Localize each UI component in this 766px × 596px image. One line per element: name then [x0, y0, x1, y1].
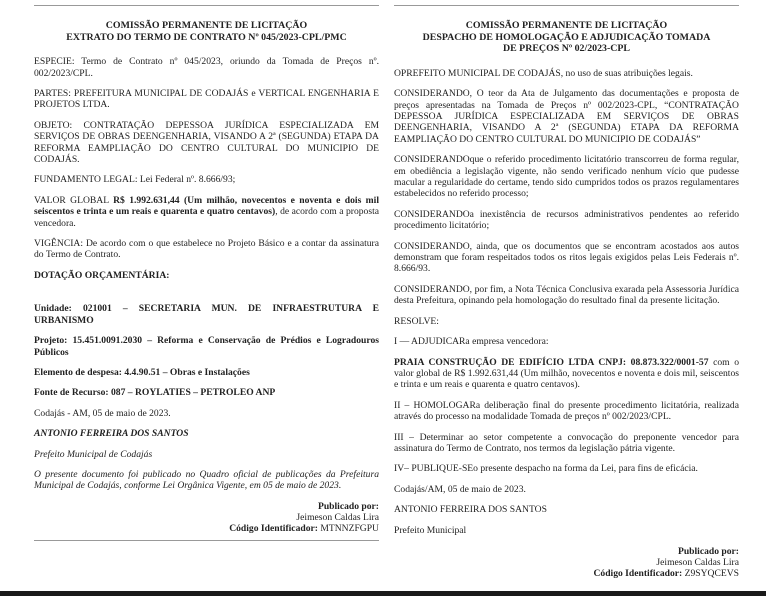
valor-suffix: , de acordo com a proposta vencedora. [34, 206, 379, 229]
top-divider [394, 5, 739, 6]
bottom-divider [34, 540, 379, 541]
considerando-1: CONSIDERANDO, O teor da Ata de Julgamento das documentações e proposta de preços apresentadas na Tomada de Preços nº 002/2023-CPL, “CONTRATAÇÃO DEPESSOA JURÍDICA ESPECIALIZADA EM SERVIÇOS DE OBRAS DEENGENHARIA, VISANDO A 2ª (SEGUNDA) ETAPA DA REFORMA EAMPLIAÇÃO DO CENTRO CULTURAL DO MUNICIPIO DE CODAJÁS” [394, 88, 739, 145]
partes: PARTES: PREFEITURA MUNICIPAL DE CODAJÁS e VERTICAL ENGENHARIA E PROJETOS LTDA. [34, 88, 379, 111]
left-article [34, 0, 379, 541]
codigo-valor: Z9SYQCEVS [682, 567, 739, 579]
title-line-2: DESPACHO DE HOMOLOGAÇÃO E ADJUDICAÇÃO TOMADA [422, 31, 711, 43]
codigo-identificador [394, 568, 739, 579]
publication-info [394, 546, 739, 579]
cargo: Prefeito Municipal de Codajás [34, 448, 153, 460]
publicado-label: Publicado por: [677, 545, 739, 557]
title-line-1: COMISSÃO PERMANENTE DE LICITAÇÃO [105, 20, 308, 31]
considerando-4: CONSIDERANDO, ainda, que os documentos que se encontram acostados aos autos demonstram que foram respeitados todos os ritos legais exigidos pelas Leis Federais nº. 8.666/93. [394, 240, 739, 275]
codigo-label: Código Identificador: [229, 522, 318, 534]
codigo-valor: MTNNZFGPU [317, 522, 379, 534]
publicado-nome: Jeimeson Caldas Lira [656, 556, 739, 568]
title-line-3: DE PREÇOS Nº 02/2023-CPL [503, 43, 630, 55]
resolve: RESOLVE: [394, 315, 439, 327]
cargo: Prefeito Municipal [394, 524, 467, 536]
empresa-vencedora [394, 357, 739, 391]
top-divider [34, 5, 379, 6]
local-data: Codajás - AM, 05 de maio de 2023. [34, 407, 171, 419]
elemento-despesa: Elemento de despesa: 4.4.90.51 – Obras e Instalações [34, 366, 250, 378]
item-publique: IV– PUBLIQUE-SEo presente despacho na forma da Lei, para fins de eficácia. [394, 463, 698, 475]
publicado-nome: Jeimeson Caldas Lira [296, 511, 379, 523]
publicado-label: Publicado por: [317, 500, 379, 512]
codigo-label: Código Identificador: [593, 567, 683, 579]
nota-publicacao: O presente documento foi publicado no Quadro oficial de publicações da Prefeitura Municipal de Codajás, conforme Lei Orgânica Vigente, em 05 de maio de 2023. [34, 468, 379, 492]
intro: OPREFEITO MUNICIPAL DE CODAJÁS, no uso de suas atribuições legais. [394, 67, 693, 79]
unidade: Unidade: 021001 – SECRETARIA MUN. DE INFRAESTRUTURA E URBANISMO [34, 303, 379, 326]
valor-global [34, 195, 379, 229]
article-title [34, 20, 379, 43]
publication-info [34, 501, 379, 534]
item-determinar: III – Determinar ao setor competente a convocação do preponente vencedor para assinatura do Termo de Contrato, nos termos da legislação pátria vigente. [394, 431, 739, 454]
codigo-identificador [34, 523, 379, 534]
fonte-recurso: Fonte de Recurso: 087 – ROYLATIES – PETROLEO ANP [34, 387, 276, 399]
local-data: Codajás/AM, 05 de maio de 2023. [394, 483, 526, 495]
dotacao-heading: DOTAÇÃO ORÇAMENTÁRIA: [34, 269, 170, 281]
considerando-5: CONSIDERANDO, por fim, a Nota Técnica Conclusiva exarada pela Assessoria Jurídica desta Prefeitura, opinando pela homologação do resultado final da presente licitação. [394, 283, 739, 307]
objeto: OBJETO: CONTRATAÇÃO DEPESSOA JURÍDICA ESPECIALIZADA EM SERVIÇOS DE OBRAS DEENGENHARIA, VISANDO A 2ª (SEGUNDA) ETAPA DA REFORMA EAMPLIAÇÃO DO CENTRO CULTURAL DO MUNICIPIO DE CODAJÁS. [34, 119, 379, 166]
item-adjudicar: I — ADJUDICARa empresa vencedora: [394, 336, 549, 348]
valor-prefix: VALOR GLOBAL [34, 194, 114, 206]
empresa-nome: PRAIA CONSTRUÇÃO DE EDIFÍCIO LTDA CNPJ: 08.873.322/0001-57 [394, 356, 709, 368]
title-line-1: COMISSÃO PERMANENTE DE LICITAÇÃO [465, 20, 668, 31]
right-article [394, 0, 739, 579]
vigencia: VIGÊNCIA: De acordo com o que estabelece no Projeto Básico e a contar da assinatura do Termo de Contrato. [34, 238, 379, 261]
fundamento-legal: FUNDAMENTO LEGAL: Lei Federal nº. 8.666/93; [34, 174, 236, 186]
signatario: ANTONIO FERREIRA DOS SANTOS [394, 504, 547, 516]
valor-amount: R$ 1.992.631,44 (Um milhão, novecentos e noventa e dois mil seiscentos e trinta e um reais e quarenta e quatro centavos) [34, 194, 379, 218]
article-title [394, 20, 739, 55]
projeto: Projeto: 15.451.0091.2030 – Reforma e Conservação de Prédios e Logradouros Públicos [34, 335, 379, 358]
bottom-dark-strip [0, 591, 766, 596]
empresa-valor: com o valor global de R$ 1.992.631,44 (Um milhão, novecentos e noventa e dois mil, seiscentos e trinta e um reais e quarenta e quatro centavos). [394, 356, 739, 391]
considerando-3: CONSIDERANDOa inexistência de recursos administrativos pendentes ao referido procedimento licitatório; [394, 208, 739, 232]
especie: ESPECIE: Termo de Contrato nº 045/2023, oriundo da Tomada de Preços nº. 002/2023/CPL. [34, 56, 379, 79]
signatario: ANTONIO FERREIRA DOS SANTOS [34, 428, 189, 440]
title-line-2: EXTRATO DO TERMO DE CONTRATO Nº 045/2023-CPL/PMC [66, 31, 347, 43]
item-homologar: II – HOMOLOGARa deliberação final do presente procedimento licitatória, realizada através do processo na modalidade Tomada de preços nº 002/2023/CPL. [394, 399, 739, 423]
considerando-2: CONSIDERANDOque o referido procedimento licitatório transcorreu de forma regular, em obediência a legislação vigente, não sendo verificado nenhum vício que pudesse macular a regularidade do certame, tendo sido cumpridos todos os prazos regulamentares estabelecidos no referido processo; [394, 154, 739, 200]
